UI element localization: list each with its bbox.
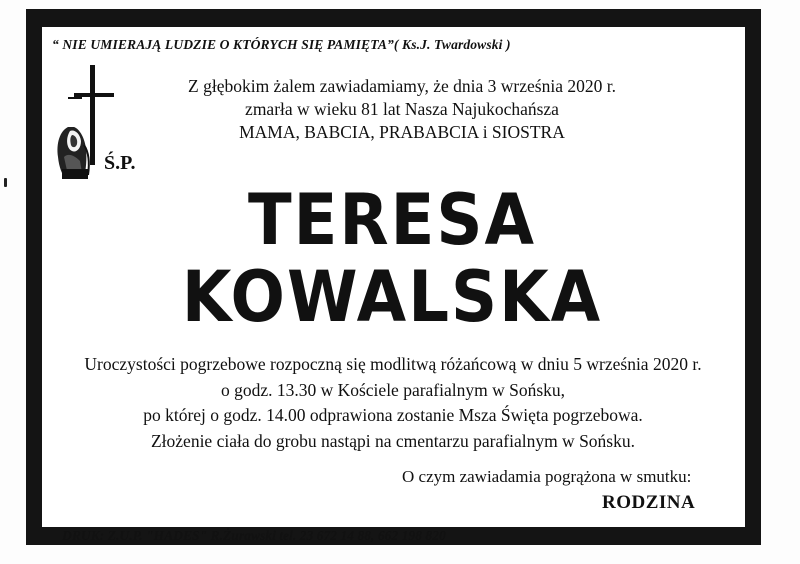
sp-label: Ś.P. [104,152,136,174]
details-line: Złożenie ciała do grobu nastąpi na cmentarzu parafialnym w Sońsku. [150,430,635,451]
details-line: o godz. 13.30 w Kościele parafialnym w Sońsku, [220,379,566,400]
details-line: po której o godz. 14.00 odprawiona zostanie Msza Święta pogrzebowa. [143,405,643,425]
black-mourning-border [26,9,761,545]
intro-line: zmarła w wieku 81 lat Nasza Najukochańsza [245,99,559,119]
deceased-first-name: TERESA [248,180,536,262]
announcement-intro [132,75,672,144]
printer-credit: DRUK: Z.U.P. "HADES" R.Żurawski tel. 23 672 14 88, 662 198 820 [62,528,446,543]
family-signature: RODZINA [602,492,696,513]
deceased-last-name: KOWALSKA [181,257,603,339]
details-line: Uroczystości pogrzebowe rozpoczną się modlitwą różańcową w dniu 5 września 2020 r. [84,354,702,374]
intro-line: Z głębokim żalem zawiadamiamy, że dnia 3 września 2020 r. [188,76,616,96]
scan-artifact [4,178,7,187]
mourners-text: O czym zawiadamia pogrążona w smutku: [402,467,692,486]
intro-line: MAMA, BABCIA, PRABABCIA i SIOSTRA [239,122,565,142]
header-quote: “ NIE UMIERAJĄ LUDZIE O KTÓRYCH SIĘ PAMIĘTA”( Ks.J. Twardowski ) [52,37,511,52]
funeral-details [50,352,736,454]
obituary-content [42,27,745,543]
